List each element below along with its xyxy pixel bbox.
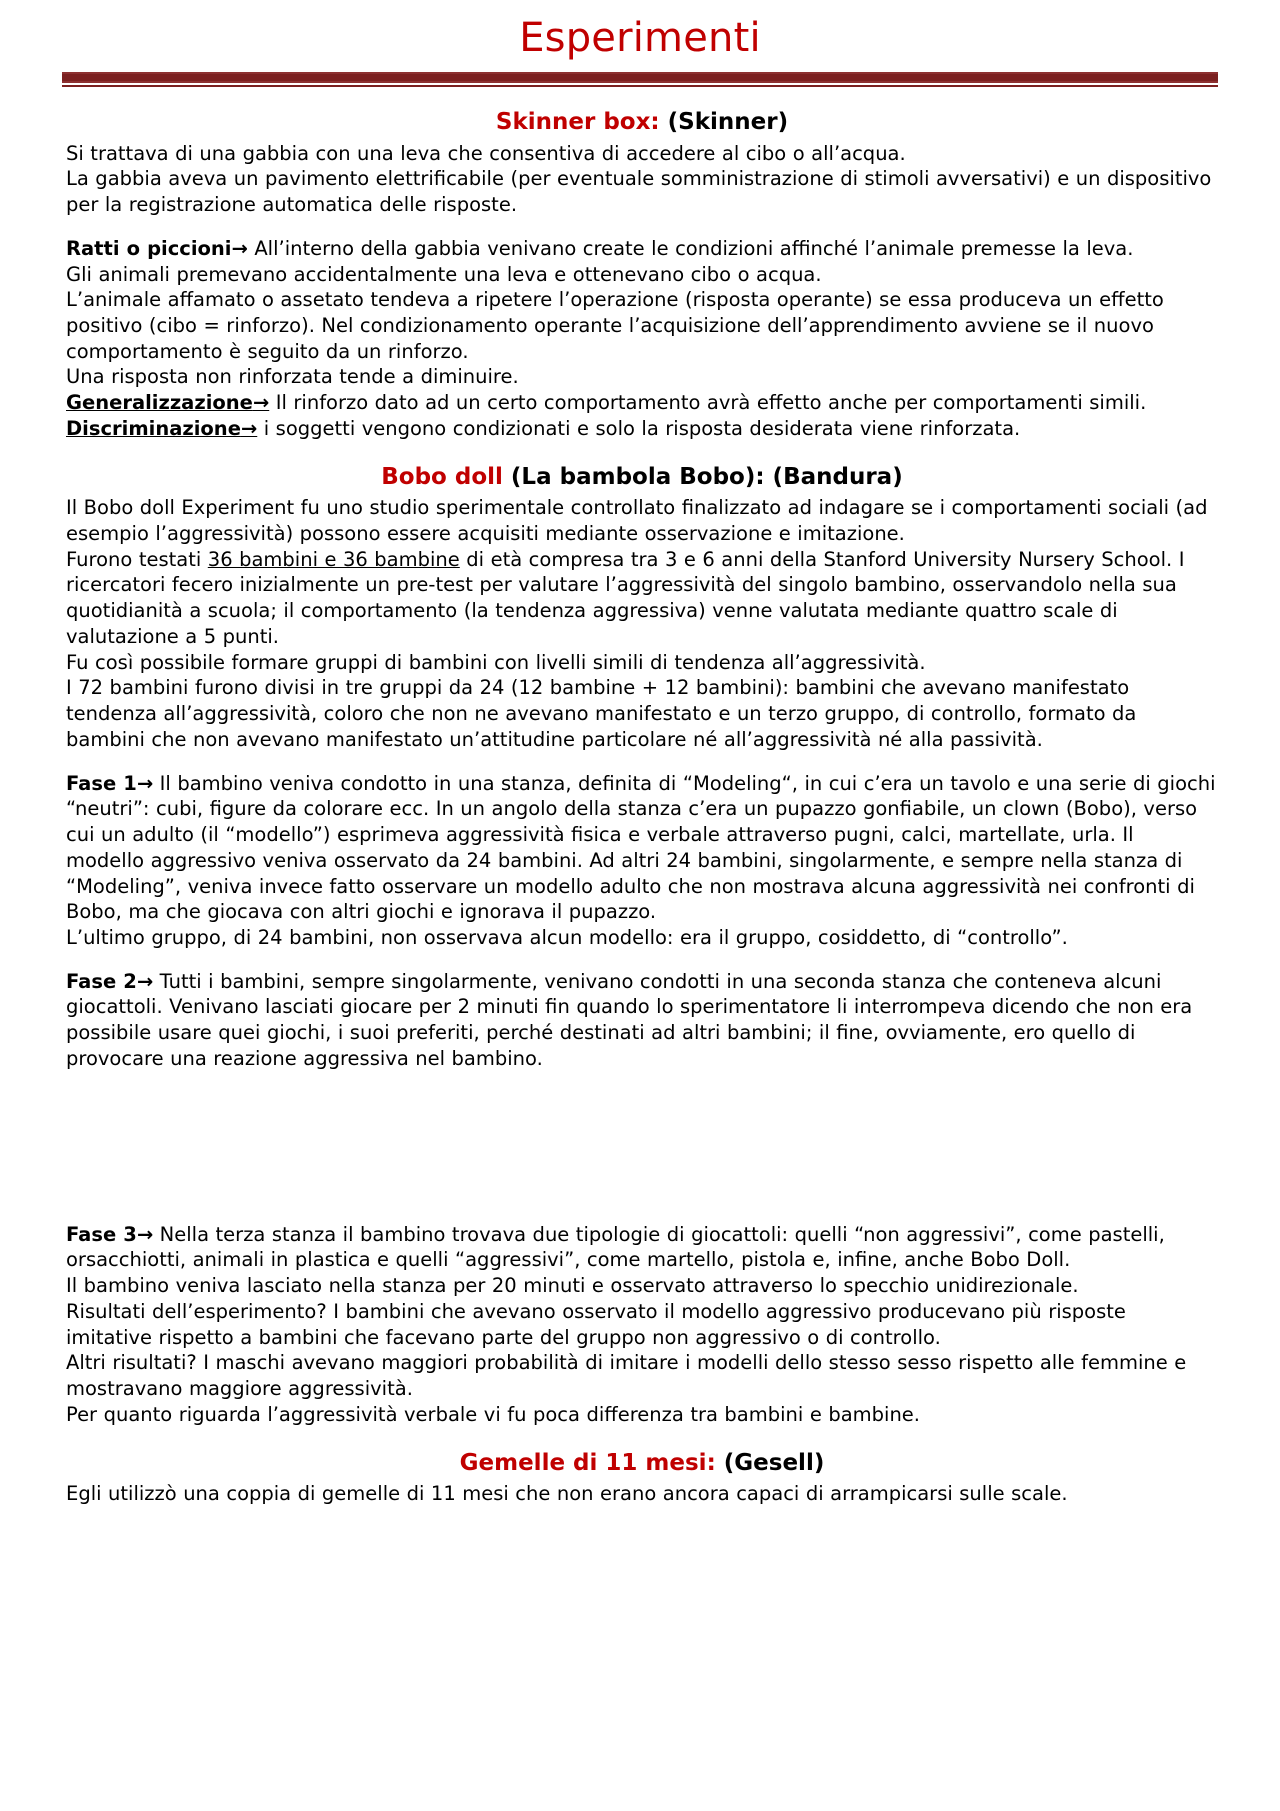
heading-red-part: Skinner box: <box>495 109 660 135</box>
lead-rest-discriminazione: i soggetti vengono condizionati e solo la risposta desiderata viene rinforzata. <box>257 416 1021 440</box>
lead-rest-fase1: Il bambino veniva condotto in una stanza, definita di “Modeling“, in cui c’era un tavolo e una serie di giochi “neutri”: cubi, figure da colorare ecc. In un angolo della stanza c’era un pupazzo gonfiabile, un clown (Bobo), verso cui un adulto (il “modello”) esprimeva aggressività fisica e verbale attraverso pugni, calci, martellate, urla. Il modello aggressivo veniva osservato da 24 bambini. Ad altri 24 bambini, singolarmente, e sempre nella stanza di “Modeling”, veniva invece fatto osservare un modello adulto che non mostrava alcuna aggressività nei confronti di Bobo, ma che giocava con altri giochi e ignorava il pupazzo. <box>66 771 1216 924</box>
document-header <box>0 0 1280 87</box>
heading-black-part: (Gesell) <box>723 1449 825 1476</box>
bobo-intro-paragraph: Il Bobo doll Experiment fu uno studio sperimentale controllato finalizzato ad indagare se i comportamenti sociali (ad esempio l’aggressività) possono essere acquisiti mediante osservazione e imitazione. <box>66 496 1208 545</box>
bobo-paragraph-1: Fu così possibile formare gruppi di bambini con livelli simili di tendenza all’aggressività. <box>66 650 926 674</box>
bobo-paragraph-2: I 72 bambini furono divisi in tre gruppi da 24 (12 bambine + 12 bambini): bambini che avevano manifestato tendenza all’aggressività, coloro che non ne avevano manifestato e un terzo gruppo, di controllo, formato da bambini che non avevano manifestato un’attitudine particolare né all’aggressività né alla passività. <box>66 676 1137 751</box>
bobo-testati-paragraph <box>66 547 1218 650</box>
section-bobo-doll <box>66 464 1218 1428</box>
bobo-result-paragraph-3: Altri risultati? I maschi avevano maggiori probabilità di imitare i modelli dello stesso sesso rispetto alle femmine e mostravano maggiore aggressività. <box>66 1351 1187 1401</box>
section-heading-skinner <box>66 109 1218 137</box>
lead-label-fase1: Fase 1 <box>66 771 137 795</box>
gemelle-paragraph-1: Egli utilizzò una coppia di gemelle di 11 mesi che non erano ancora capaci di arrampicarsi sulle scale. <box>66 1482 1068 1506</box>
arrow-icon: → <box>136 1222 154 1246</box>
lead-rest-ratti: All’interno della gabbia venivano create le condizioni affinché l’animale premesse la leva. <box>247 236 1134 260</box>
bobo-fase1-extra-paragraph: L’ultimo gruppo, di 24 bambini, non osservava alcun modello: era il gruppo, cosiddetto, di “controllo”. <box>66 926 1068 950</box>
header-divider-thin <box>62 85 1218 87</box>
heading-black-part: (Skinner) <box>667 109 789 135</box>
section-heading-gemelle <box>66 1450 1218 1478</box>
lead-rest-generalizzazione: Il rinforzo dato ad un certo comportamento avrà effetto anche per comportamenti simili. <box>269 391 1147 415</box>
skinner-paragraph-1: Si trattava di una gabbia con una leva che consentiva di accedere al cibo o all’acqua. <box>66 141 906 165</box>
heading-red-part: Gemelle di 11 mesi: <box>459 1449 716 1476</box>
page-title: Esperimenti <box>519 15 761 61</box>
lead-rest-fase2: Tutti i bambini, sempre singolarmente, venivano condotti in una seconda stanza che conteneva alcuni giocattoli. Venivano lasciati giocare per 2 minuti fin quando lo sperimentatore li interrompeva dicendo che non era possibile usare quei giochi, i suoi preferiti, perché destinati ad altri bambini; il fine, ovviamente, ero quello di provocare una reazione aggressiva nel bambino. <box>66 969 1193 1070</box>
bobo-result-paragraph-2: Risultati dell’esperimento? I bambini che avevano osservato il modello aggressivo producevano più risposte imitative rispetto a bambini che facevano parte del gruppo non aggressivo o di controllo. <box>66 1299 1126 1349</box>
section-gemelle <box>66 1450 1218 1507</box>
bobo-result-paragraph-1: Il bambino veniva lasciato nella stanza per 20 minuti e osservato attraverso lo specchio unidirezionale. <box>66 1274 1079 1298</box>
bobo-result-paragraph-4: Per quanto riguarda l’aggressività verbale vi fu poca differenza tra bambini e bambine. <box>66 1402 920 1426</box>
spacer <box>66 951 1218 969</box>
document-content <box>0 109 1280 1507</box>
lead-label-fase3: Fase 3 <box>66 1222 137 1246</box>
heading-red-part: Bobo doll <box>381 463 503 490</box>
bobo-fase2-paragraph <box>66 969 1218 1072</box>
spacer <box>66 218 1218 236</box>
skinner-paragraph-2: La gabbia aveva un pavimento elettrificabile (per eventuale somministrazione di stimoli avversativi) e un dispositivo per la registrazione automatica delle risposte. <box>66 167 1212 217</box>
header-divider-thick <box>62 72 1218 83</box>
section-skinner <box>66 109 1218 442</box>
lead-label-generalizzazione: Generalizzazione <box>66 391 253 415</box>
spacer <box>66 753 1218 771</box>
lead-label-ratti: Ratti o piccioni <box>66 236 232 260</box>
skinner-generalizzazione-paragraph <box>66 390 1218 416</box>
arrow-icon: → <box>231 236 248 260</box>
arrow-icon: → <box>252 391 270 415</box>
bobo-fase3-paragraph <box>66 1222 1218 1273</box>
testati-prefix: Furono testati <box>66 547 208 571</box>
section-heading-bobo-doll <box>66 464 1218 492</box>
testati-underlined-count: 36 bambini e 36 bambine <box>207 547 460 571</box>
heading-black-part: (La bambola Bobo): (Bandura) <box>510 463 903 490</box>
lead-label-discriminazione: Discriminazione <box>66 416 241 440</box>
skinner-ratti-paragraph <box>66 236 1218 262</box>
lead-label-fase2: Fase 2 <box>66 969 137 993</box>
skinner-paragraph-3: Gli animali premevano accidentalmente una leva e ottenevano cibo o acqua. <box>66 262 822 286</box>
arrow-icon: → <box>136 771 154 795</box>
arrow-icon: → <box>136 969 154 993</box>
page-break-spacer <box>66 1072 1218 1222</box>
skinner-discriminazione-paragraph <box>66 416 1218 442</box>
bobo-fase1-paragraph <box>66 771 1218 925</box>
lead-rest-fase3: Nella terza stanza il bambino trovava due tipologie di giocattoli: quelli “non aggressivi”, come pastelli, orsacchiotti, animali in plastica e quelli “aggressivi”, come martello, pistola e, infine, anche Bobo Doll. <box>66 1222 1165 1272</box>
skinner-paragraph-4: L’animale affamato o assetato tendeva a ripetere l’operazione (risposta operante) se essa produceva un effetto positivo (cibo = rinforzo). Nel condizionamento operante l’acquisizione dell’apprendimento avviene se il nuovo comportamento è seguito da un rinforzo. <box>66 288 1164 363</box>
arrow-icon: → <box>240 416 258 440</box>
testati-suffix: di età compresa tra 3 e 6 anni della Stanford University Nursery School. I ricercatori fecero inizialmente un pre-test per valutare l’aggressività del singolo bambino, osservandolo nella sua quotidianità a scuola; il comportamento (la tendenza aggressiva) venne valutata mediante quattro scale di valutazione a 5 punti. <box>66 547 1185 648</box>
skinner-paragraph-5: Una risposta non rinforzata tende a diminuire. <box>66 365 519 389</box>
